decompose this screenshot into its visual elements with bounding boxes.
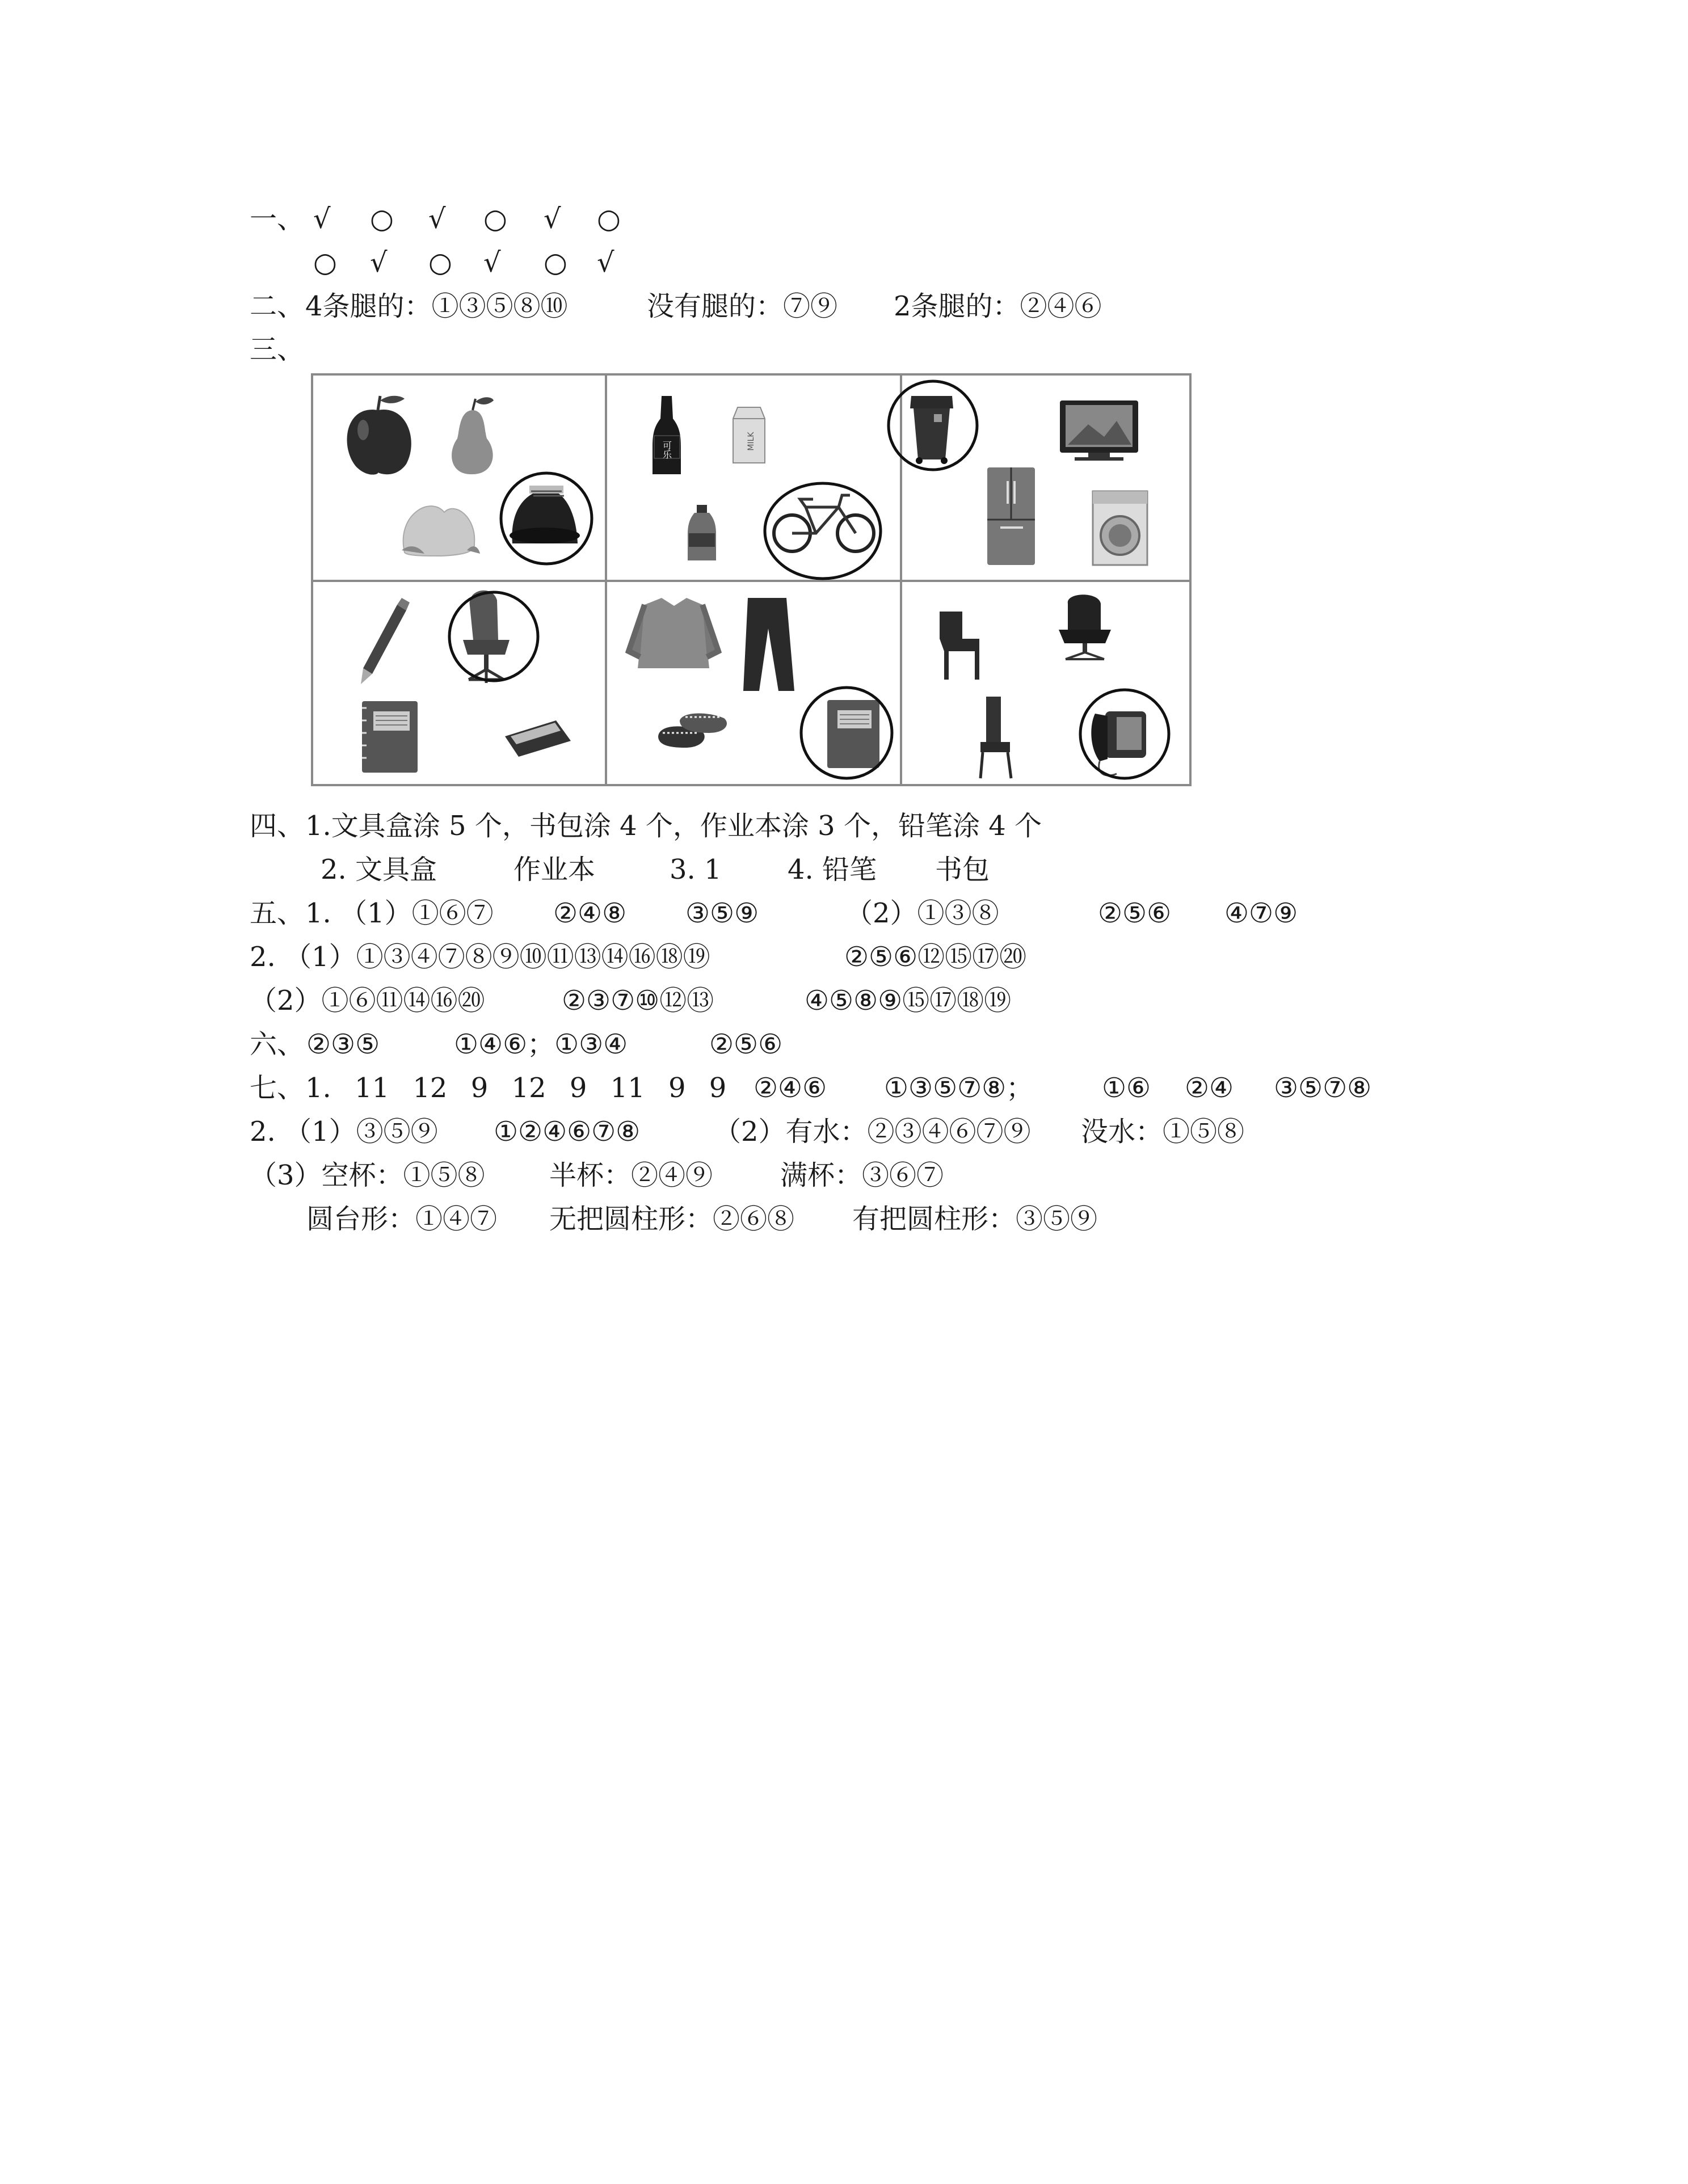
two-legs-answer: 2条腿的：②④⑥	[894, 290, 1102, 322]
section-7-l3-c: 满杯：③⑥⑦	[780, 1160, 944, 1191]
section-7-l3-a: （3）空杯：①⑤⑧	[250, 1160, 485, 1191]
mark-7: ○	[313, 247, 337, 279]
section-5-l2-a: 2. （1）①③④⑦⑧⑨⑩⑪⑬⑭⑯⑱⑲	[250, 941, 710, 973]
mark-9: ○	[428, 247, 452, 279]
section-4-q3: 3. 1	[670, 854, 722, 886]
section-5-l1-c: ③⑤⑨	[685, 897, 759, 929]
section-5-label: 五、	[250, 897, 305, 929]
section-7-l2-d: 没水：①⑤⑧	[1081, 1116, 1245, 1148]
section-5-l1-f: ④⑦⑨	[1224, 897, 1298, 929]
section-5-l1-b: ②④⑧	[553, 897, 627, 929]
section-7-l4-c: 有把圆柱形：③⑤⑨	[852, 1203, 1098, 1235]
section-7-l1-c: ①③⑤⑦⑧；	[884, 1072, 1034, 1104]
section-6-label: 六、	[250, 1028, 305, 1060]
mark-3: √	[428, 203, 446, 235]
notebook-icon	[827, 700, 879, 768]
section-7-label: 七、	[250, 1072, 305, 1104]
section-3-label: 三、	[250, 334, 305, 365]
milk-carton-icon	[733, 407, 765, 463]
section-5-l3-a: （2）①⑥⑪⑭⑯⑳	[250, 985, 485, 1017]
section-4-label: 四、	[250, 810, 305, 842]
section-7-l4-a: 圆台形：①④⑦	[306, 1203, 498, 1235]
mark-12: √	[597, 247, 614, 279]
section-5-l2-b: ②⑤⑥⑫⑮⑰⑳	[844, 941, 1027, 973]
section-5-l3-c: ④⑤⑧⑨⑮⑰⑱⑲	[805, 985, 1012, 1017]
section-7-l1-f: ③⑤⑦⑧	[1274, 1072, 1372, 1104]
section-4-q4-b: 书包	[935, 854, 990, 886]
mark-4: ○	[483, 203, 507, 235]
mark-5: √	[544, 203, 561, 235]
washing-machine-icon	[1093, 491, 1147, 565]
section-7-l2-b: ①②④⑥⑦⑧	[494, 1116, 641, 1148]
no-legs-answer: 没有腿的：⑦⑨	[647, 290, 838, 322]
television-icon	[1060, 400, 1138, 461]
milk-label: MILK	[747, 432, 756, 451]
section-4-q2-b: 作业本	[513, 854, 596, 886]
section-4-q4-a: 4. 铅笔	[788, 854, 877, 886]
mark-8: √	[370, 247, 388, 279]
section-7-l1-a: 1. 11 12 9 12 9 11 9 9	[305, 1072, 727, 1104]
section-5-l1-e: ②⑤⑥	[1098, 897, 1172, 929]
section-7-l2-a: 2. （1）③⑤⑨	[250, 1116, 438, 1148]
section-6-c: ②⑤⑥	[709, 1028, 783, 1060]
mark-6: ○	[597, 203, 621, 235]
section-2-label: 二、	[250, 290, 305, 322]
section-6-a: ②③⑤	[306, 1028, 380, 1060]
cola-label: 可乐	[661, 441, 672, 459]
section-7-l4-b: 无把圆柱形：②⑥⑧	[549, 1203, 795, 1235]
section-7-l1-b: ②④⑥	[754, 1072, 827, 1104]
mark-1: √	[313, 203, 331, 235]
mark-2: ○	[370, 203, 394, 235]
section-1-label: 一、	[250, 203, 305, 235]
section-7-l1-e: ②④	[1185, 1072, 1234, 1104]
sweater-icon	[629, 598, 718, 668]
section-7-l2-c: （2）有水：②③④⑥⑦⑨	[714, 1116, 1031, 1148]
mark-11: ○	[544, 247, 567, 279]
section-4-q1-answer: 1.文具盒涂 5 个，书包涂 4 个，作业本涂 3 个，铅笔涂 4 个	[305, 810, 1042, 842]
refrigerator-icon	[987, 467, 1035, 565]
picture-grid	[311, 373, 1192, 786]
four-legs-answer: 4条腿的：①③⑤⑧⑩	[305, 290, 568, 322]
section-4-q2-a: 2. 文具盒	[321, 854, 437, 886]
section-5-l1-d: （2）①③⑧	[845, 897, 999, 929]
section-7-l1-d: ①⑥	[1102, 1072, 1151, 1104]
section-5-l1-a: 1. （1）①⑥⑦	[305, 897, 494, 929]
section-6-b: ①④⑥；①③④	[454, 1028, 628, 1060]
mark-10: √	[483, 247, 501, 279]
section-5-l3-b: ②③⑦⑩⑫⑬	[562, 985, 714, 1017]
notebook-icon	[362, 701, 418, 773]
section-7-l3-b: 半杯：②④⑨	[549, 1160, 713, 1191]
